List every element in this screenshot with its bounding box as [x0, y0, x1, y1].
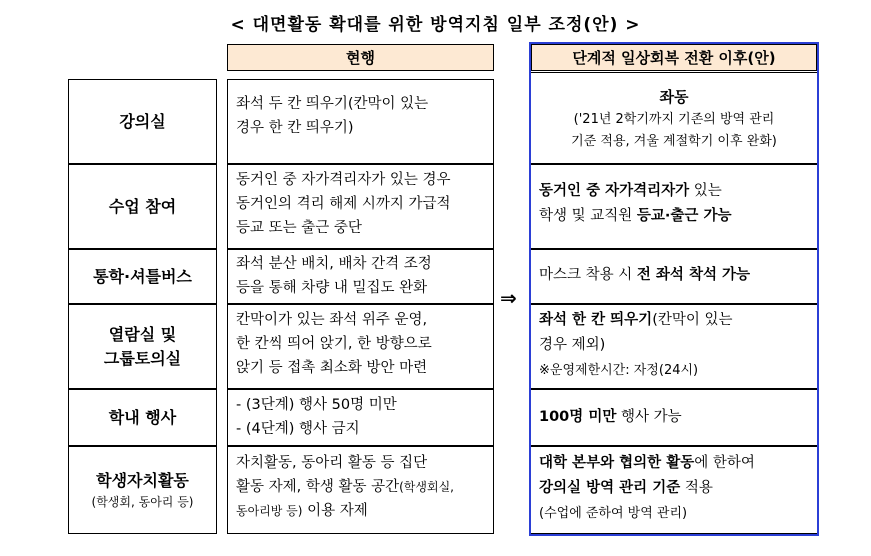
row-label: 그룹토의실: [103, 348, 182, 368]
current-line: 이용 자제: [302, 503, 368, 519]
current-line: - (4단계) 행사 금지: [236, 421, 360, 437]
row-label-campus-events: [68, 389, 217, 446]
after-bold: 100명 미만: [539, 409, 617, 425]
current-campus-events: [227, 389, 494, 446]
row-label: 수업 참여: [108, 196, 177, 216]
header-current: 현행: [227, 44, 494, 71]
row-label: 학생자치활동: [96, 471, 189, 490]
after-bold: 전 좌석 착석 가능: [636, 267, 751, 283]
current-student-activities: [227, 446, 494, 534]
row-label-shuttle-bus: [68, 249, 217, 304]
row-label: 열람실 및: [108, 324, 177, 344]
after-note: ('21년 2학기까지 기존의 방역 관리: [573, 112, 775, 127]
after-bold: 강의실 방역 관리 기준: [539, 480, 681, 496]
current-line: 좌석 두 칸 띄우기(칸막이 있는: [236, 96, 429, 112]
after-text: 경우 제외): [539, 337, 606, 353]
current-line-small: (학생회실,: [399, 480, 454, 494]
after-note: (수업에 준하여 방역 관리): [539, 506, 688, 521]
row-label-class-attendance: [68, 164, 217, 249]
after-bold: 등교·출근 가능: [636, 208, 732, 224]
current-line: 등을 통해 차량 내 밀집도 완화: [236, 280, 428, 296]
header-after: 단계적 일상회복 전환 이후(안): [531, 44, 817, 71]
after-note: 기준 적용, 겨울 계절학기 이후 완화): [571, 134, 777, 149]
after-text: 행사 가능: [616, 409, 682, 425]
current-line: 앉기 등 접촉 최소화 방안 마련: [236, 360, 428, 376]
current-line-small: 동아리방 등): [236, 504, 303, 518]
current-reading-room: [227, 304, 494, 389]
after-title: 좌동: [659, 88, 689, 106]
after-text: 마스크 착용 시: [539, 267, 637, 283]
row-label: 통학·셔틀버스: [93, 266, 192, 286]
row-label-student-activities: [68, 446, 217, 534]
current-line: 한 칸씩 띄어 앉기, 한 방향으로: [236, 336, 432, 352]
after-text: (칸막이 있는: [652, 312, 733, 328]
current-line: 좌석 분산 배치, 배차 간격 조정: [236, 256, 432, 272]
after-bold: 동거인 중 자가격리자가: [539, 183, 690, 199]
current-line: 자치활동, 동아리 활동 등 집단: [236, 455, 428, 471]
after-note: ※운영제한시간: 자정(24시): [539, 363, 699, 378]
current-line: 활동 자제, 학생 활동 공간: [236, 479, 400, 495]
after-text: 있는: [689, 183, 722, 199]
after-text: 적용: [680, 480, 713, 496]
after-bold: 대학 본부와 협의한 활동: [539, 455, 695, 471]
row-label-classroom: [68, 79, 217, 164]
current-line: 등교 또는 출근 중단: [236, 220, 362, 236]
after-class-attendance: [531, 164, 817, 249]
after-bold: 좌석 한 칸 띄우기: [539, 312, 653, 328]
row-label-sub: (학생회, 동아리 등): [91, 495, 194, 509]
current-line: 동거인 중 자가격리자가 있는 경우: [236, 172, 451, 188]
current-line: - (3단계) 행사 50명 미만: [236, 397, 397, 413]
after-campus-events: [531, 389, 817, 446]
after-classroom: [531, 72, 817, 164]
row-label: 학내 행사: [108, 407, 177, 427]
page-title: < 대면활동 확대를 위한 방역지침 일부 조정(안) >: [230, 15, 641, 35]
after-student-activities: [531, 446, 817, 534]
after-reading-room: [531, 304, 817, 389]
current-classroom: [227, 79, 494, 164]
current-line: 경우 한 칸 띄우기): [236, 120, 354, 136]
after-shuttle-bus: [531, 249, 817, 304]
current-line: 동거인의 격리 해제 시까지 가급적: [236, 196, 451, 212]
current-class-attendance: [227, 164, 494, 249]
row-label-reading-room: [68, 304, 217, 389]
after-text: 에 한하여: [694, 455, 755, 471]
current-shuttle-bus: [227, 249, 494, 304]
after-text: 학생 및 교직원: [539, 208, 637, 224]
row-label: 강의실: [119, 111, 166, 131]
right-arrow-icon: ⇒: [500, 286, 517, 310]
current-line: 칸막이가 있는 좌석 위주 운영,: [236, 312, 428, 328]
